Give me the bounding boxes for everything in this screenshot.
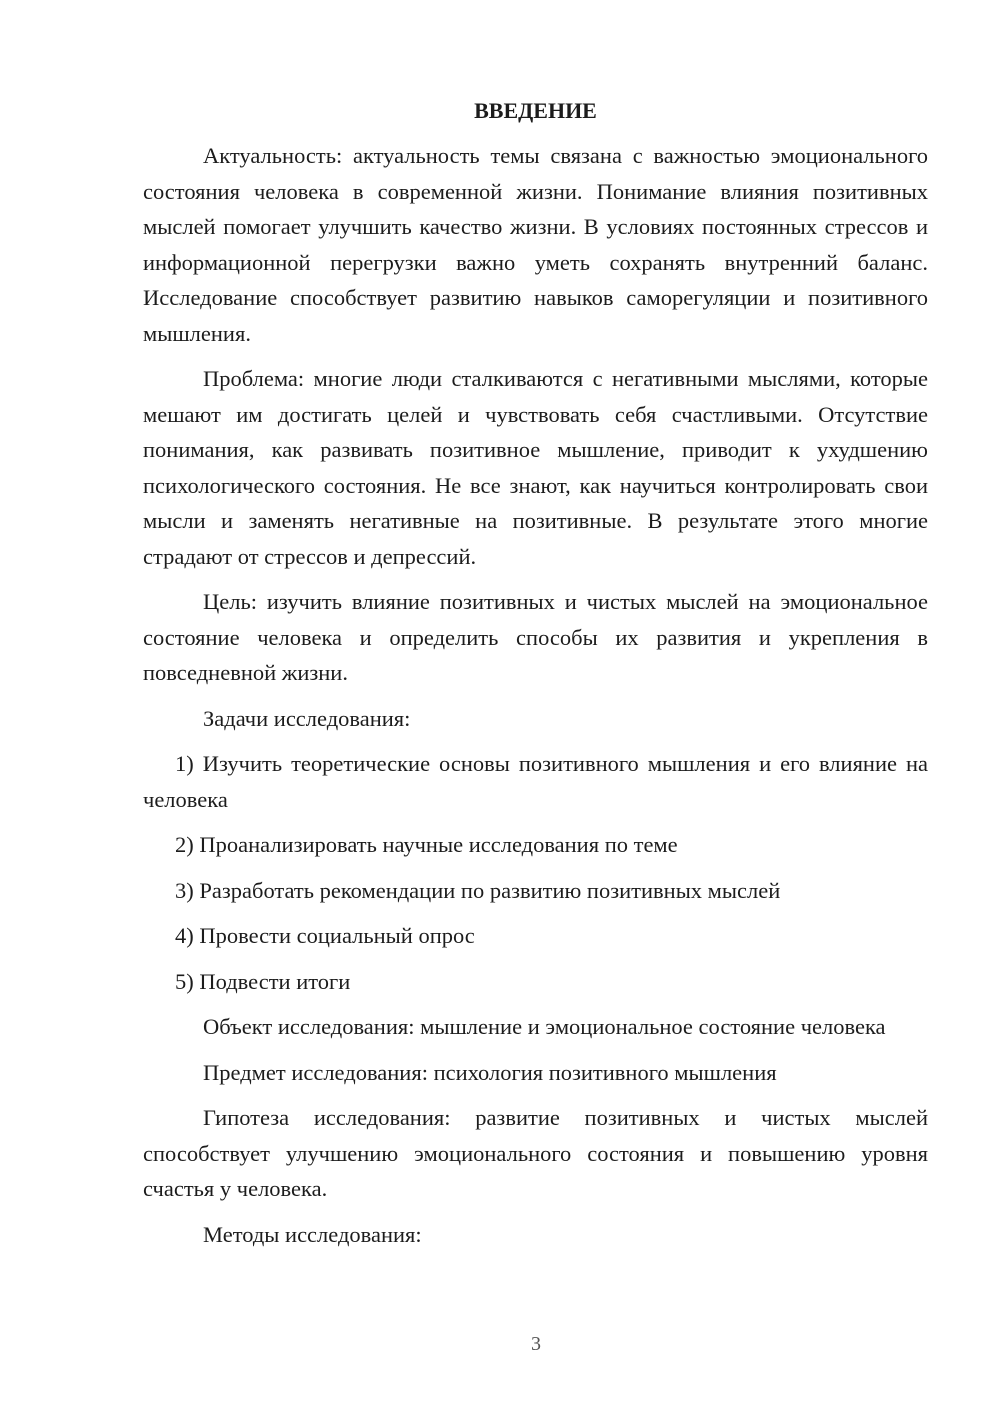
problem-paragraph: Проблема: многие люди сталкиваются с негативными мыслями, которые мешают им достигать целей и чувствовать себя счастливыми. Отсутствие понимания, как развивать позитивное мышление, приводит к ухудшению психологического состояния. Не все знают, как научиться контролировать свои мысли и заменять негативные на позитивные. В результате этого многие страдают от стрессов и депрессий.: [143, 366, 928, 569]
section-title: ВВЕДЕНИЕ: [474, 98, 597, 123]
page-number: 3: [531, 1333, 541, 1355]
tasks-heading: Задачи исследования:: [203, 705, 411, 731]
task-item-5: 5) Подвести итоги: [175, 968, 351, 994]
methods-heading: Методы исследования:: [203, 1221, 422, 1247]
task-item-4: 4) Провести социальный опрос: [175, 923, 475, 948]
task-item-2: 2) Проанализировать научные исследования по теме: [175, 832, 678, 857]
goal-paragraph: Цель: изучить влияние позитивных и чистых мыслей на эмоциональное состояние человека и определить способы их развития и укрепления в повседневной жизни.: [143, 589, 928, 685]
task-item-3: 3) Разработать рекомендации по развитию позитивных мыслей: [175, 877, 781, 903]
relevance-paragraph: Актуальность: актуальность темы связана с важностью эмоционального состояния человека в современной жизни. Понимание влияния позитивных мыслей помогает улучшить качество жизни. В условиях постоянных стрессов и информационной перегрузки важно уметь сохранять внутренний баланс. Исследование способствует развитию навыков саморегуляции и позитивного мышления.: [143, 143, 928, 346]
task-item-1: 1) Изучить теоретические основы позитивного мышления и его влияние на человека: [143, 751, 928, 812]
hypothesis-paragraph: Гипотеза исследования: развитие позитивных и чистых мыслей способствует улучшению эмоционального состояния и повышению уровня счастья у человека.: [143, 1105, 928, 1201]
subject-paragraph: Предмет исследования: психология позитивного мышления: [203, 1059, 777, 1085]
object-paragraph: Объект исследования: мышление и эмоциональное состояние человека: [203, 1014, 886, 1039]
page-content: [143, 93, 928, 1262]
